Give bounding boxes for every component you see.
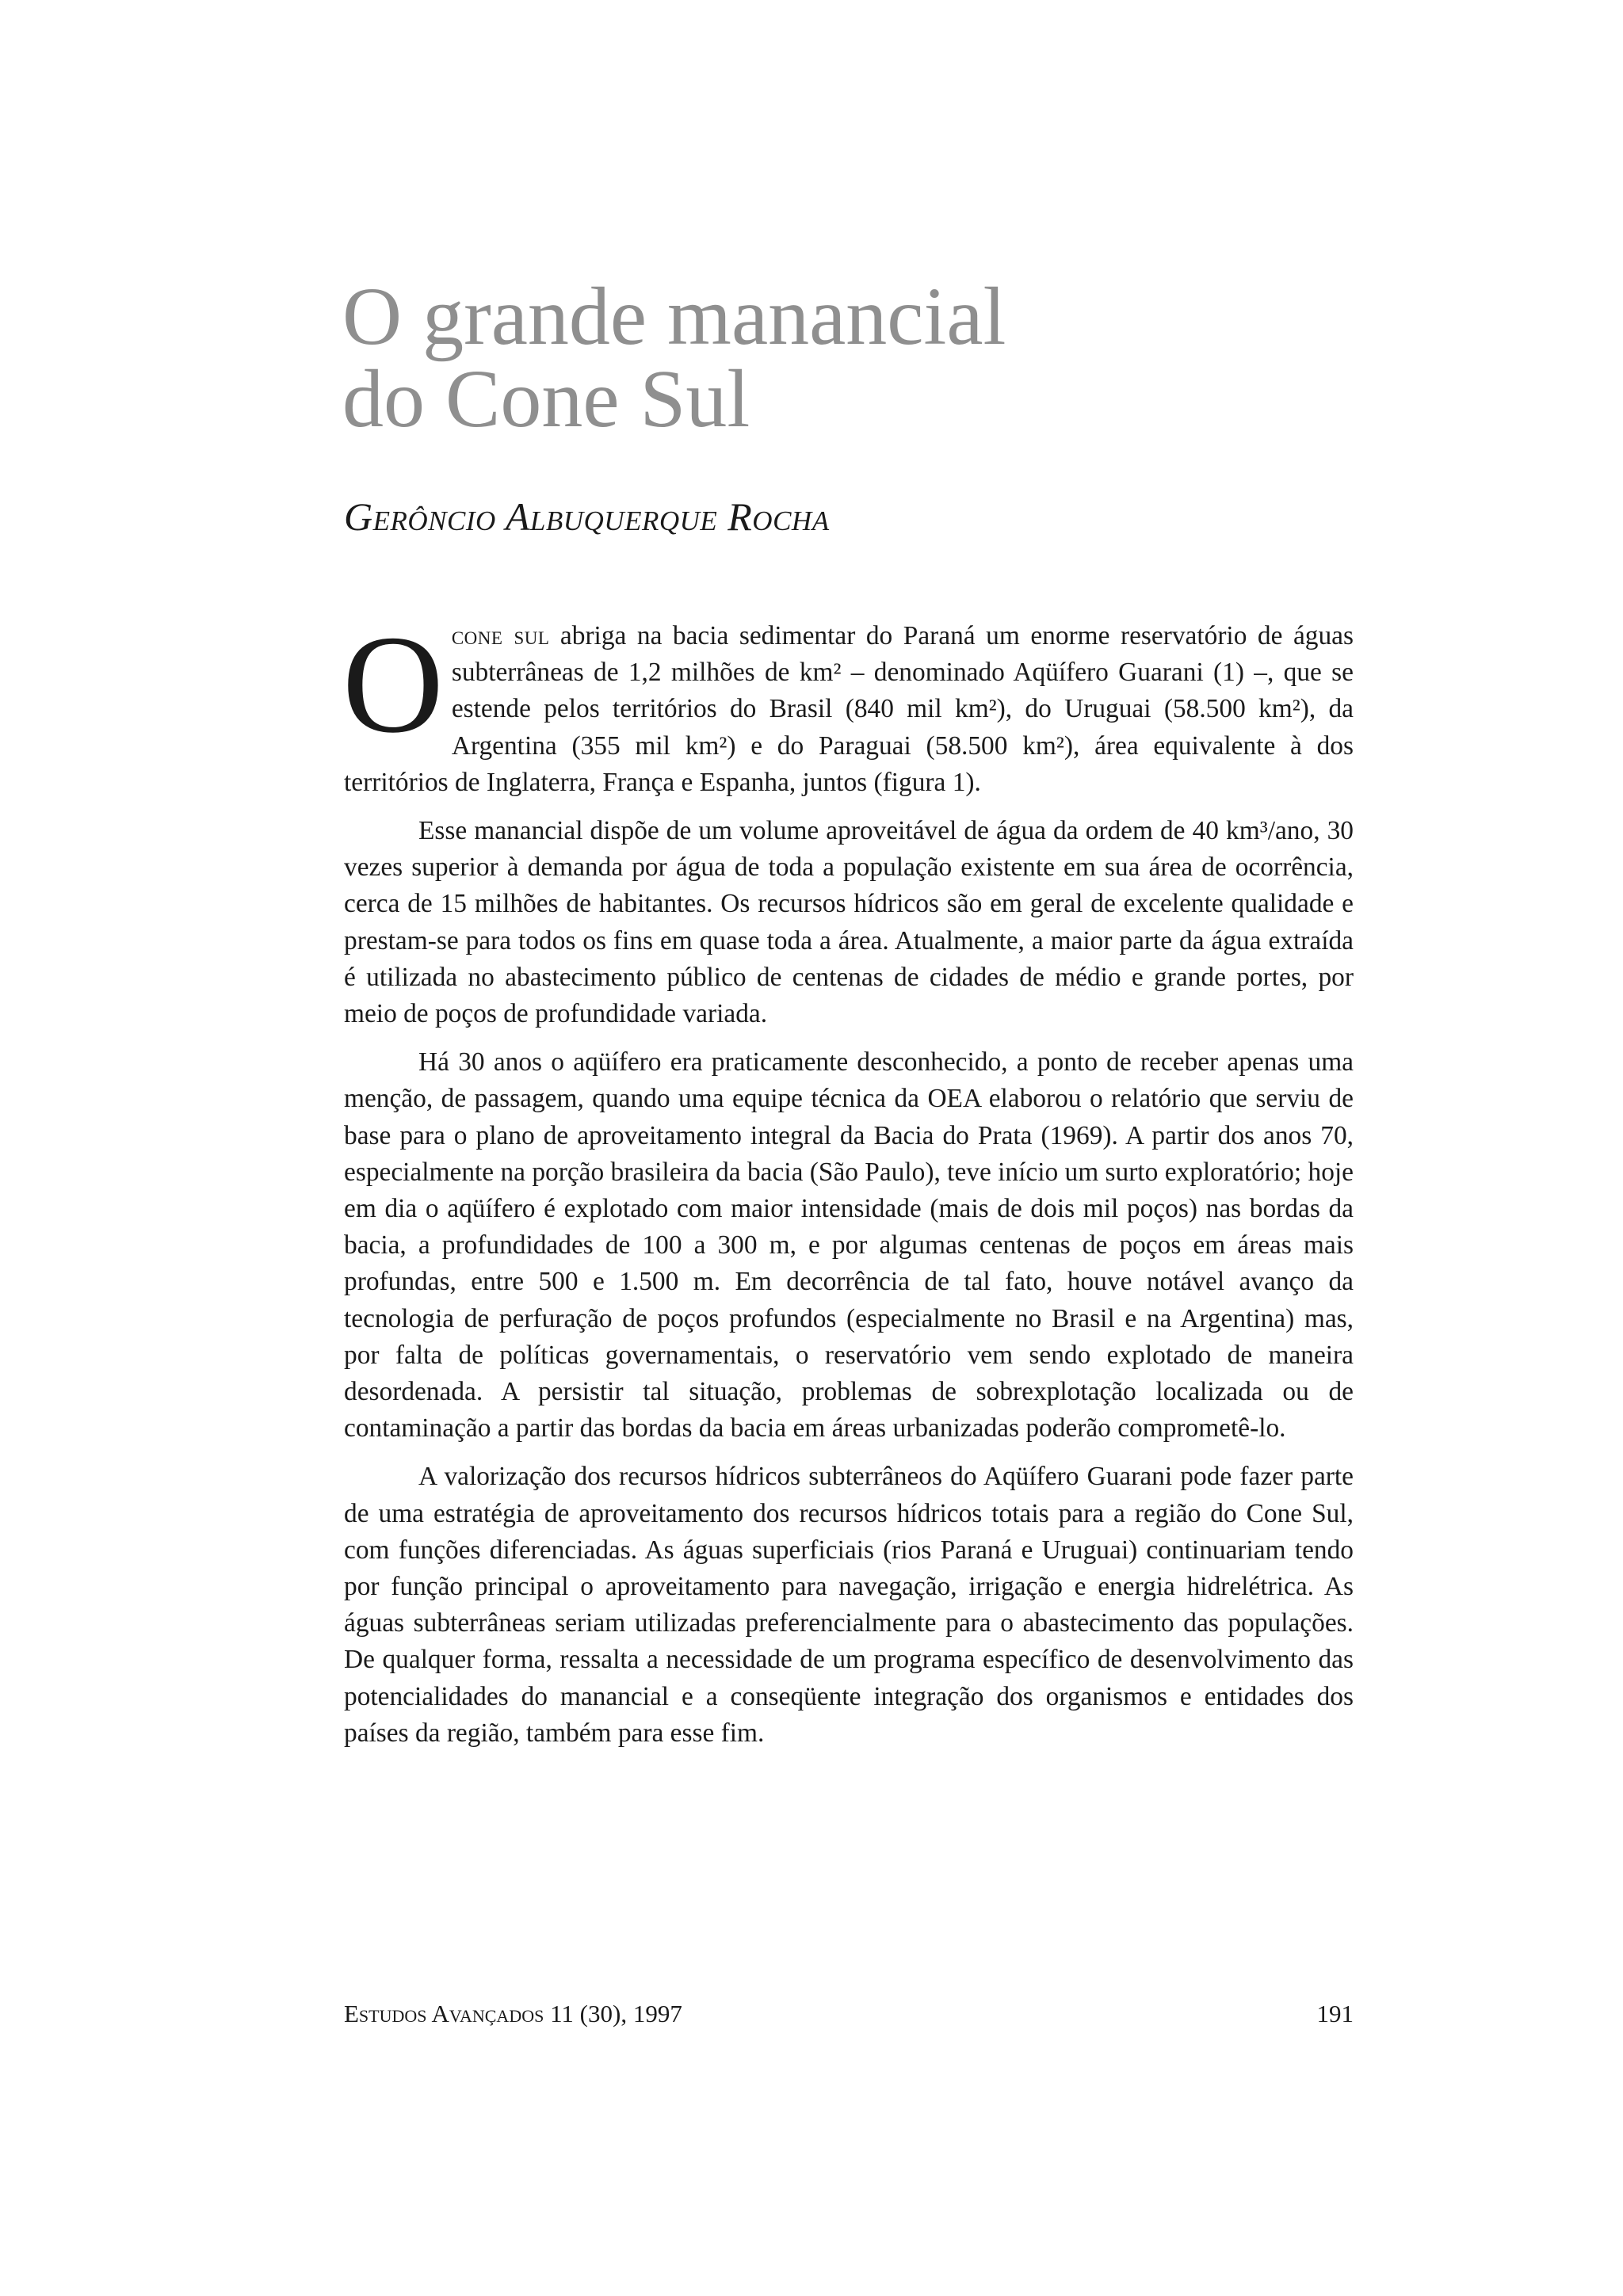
article-title-line-2: do Cone Sul (342, 353, 750, 444)
paragraph-4: A valorização dos recursos hídricos subterrâneos do Aqüífero Guarani pode fazer parte de uma estratégia de aproveitamento dos recursos hídricos totais para a região do Cone Sul, com funções diferenciadas. As águas superficiais (rios Paraná e Uruguai) continuariam tendo por função principal o aproveitamento para navegação, irrigação e energia hidrelétrica. As águas subterrâneas seriam utilizadas preferencialmente para o abastecimento das populações. De qualquer forma, ressalta a necessidade de um programa específico de desenvolvimento das potencialidades do manancial e a conseqüente integração dos organismos e entidades dos países da região, também para esse fim. (344, 1462, 1354, 1748)
journal-citation: Estudos Avançados 11 (30), 1997 (344, 2000, 682, 2027)
drop-cap: O (342, 607, 444, 762)
paragraph-1-text: abriga na bacia sedimentar do Paraná um enorme reservatório de águas subterrâneas de 1,2 milhões de km² – denominado Aqüífero Guarani (1) –, que se estende pelos territórios do Brasil (840 mil km²), do Uruguai (58.500 km²), da Argentina (355 mil km²) e do Paraguai (58.500 km²), área equivalente à dos territórios de Inglaterra, França e Espanha, juntos (figura 1). (344, 621, 1354, 797)
article-body (342, 607, 1354, 1764)
page-number: 191 (1316, 2000, 1354, 2027)
article-author: Gerôncio Albuquerque Rocha (344, 494, 830, 539)
paragraph-2: Esse manancial dispõe de um volume aproveitável de água da ordem de 40 km³/ano, 30 vezes superior à demanda por água de toda a população existente em sua área de ocorrência, cerca de 15 milhões de habitantes. Os recursos hídricos são em geral de excelente qualidade e prestam-se para todos os fins em quase toda a área. Atualmente, a maior parte da água extraída é utilizada no abastecimento público de centenas de cidades de médio e grande portes, por meio de poços de profundidade variada. (344, 816, 1354, 1029)
article-title (342, 271, 1341, 444)
paragraph-1 (342, 607, 1354, 801)
article-title-line-1: O grande manancial (342, 271, 1006, 362)
paragraph-3: Há 30 anos o aqüífero era praticamente desconhecido, a ponto de receber apenas uma menção, de passagem, quando uma equipe técnica da OEA elaborou o relatório que serviu de base para o plano de aproveitamento integral da Bacia do Prata (1969). A partir dos anos 70, especialmente na porção brasileira da bacia (São Paulo), teve início um surto exploratório; hoje em dia o aqüífero é explotado com maior intensidade (mais de dois mil poços) nas bordas da bacia, a profundidades de 100 a 300 m, e por algumas centenas de poços em áreas mais profundas, entre 500 e 1.500 m. Em decorrência de tal fato, houve notável avanço da tecnologia de perfuração de poços profundos (especialmente no Brasil e na Argentina) mas, por falta de políticas governamentais, o reservatório vem sendo explotado de maneira desordenada. A persistir tal situação, problemas de sobrexplotação localizada ou de contaminação a partir das bordas da bacia em áreas urbanizadas poderão comprometê-lo. (344, 1047, 1354, 1444)
paragraph-1-lead-in: cone sul (451, 621, 550, 650)
